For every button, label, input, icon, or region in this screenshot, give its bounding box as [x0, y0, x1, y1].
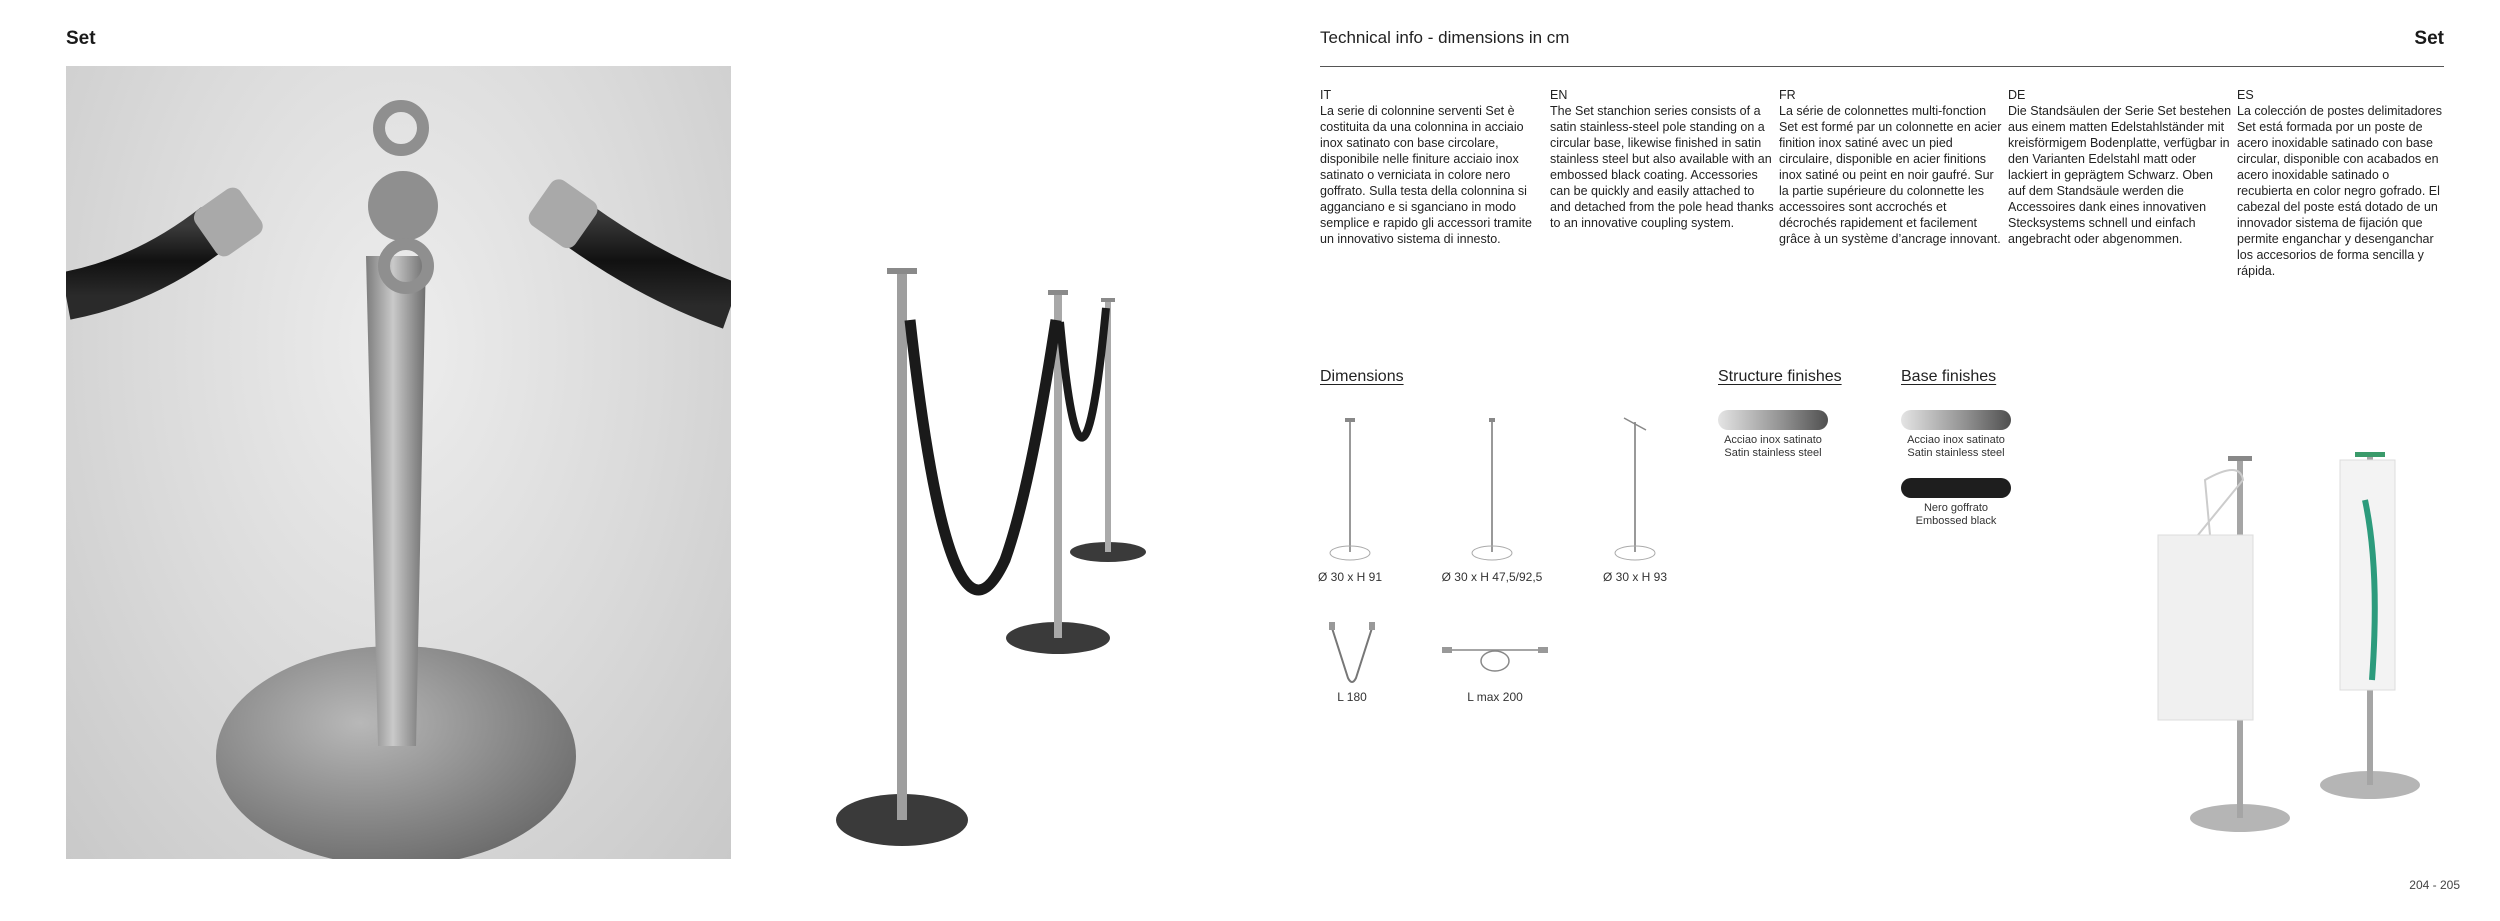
- dimension-label: L max 200: [1467, 690, 1523, 704]
- rope-drawing: [1322, 620, 1382, 690]
- language-code: DE: [2008, 88, 2026, 102]
- header-divider: [1320, 66, 2444, 67]
- description-fr: [1779, 87, 2004, 247]
- description-de: [2008, 87, 2233, 247]
- embossed-black-swatch: [1901, 478, 2011, 498]
- satin-steel-swatch: [1718, 410, 1828, 430]
- description-en: [1550, 87, 1775, 231]
- finish-label: Nero goffrato Embossed black: [1915, 502, 1997, 527]
- structure-finishes-heading: Structure finishes: [1718, 368, 1842, 385]
- language-text: Die Standsäulen der Serie Set bestehen aus einem matten Edelstahlständer mit kreisförmigem Bodenplatte, verfügbar in den Varianten Edelstahl matt oder lackiert in geprägtem Schwarz. Oben auf dem Standsäule werden die Accessoires dank eines innovativen Stecksystems schnell und einfach angebracht oder abgenommen.: [2008, 104, 2232, 246]
- stanchion-accessories-illustration: [2140, 440, 2440, 845]
- stanchion-adjustable-drawing: [1462, 410, 1522, 570]
- stanchion-91-drawing: [1320, 410, 1380, 570]
- finish-label: Acciao inox satinato Satin stainless steel: [1724, 434, 1822, 459]
- stanchion-hook-drawing: [1600, 410, 1670, 570]
- dimensions-heading: Dimensions: [1320, 368, 1404, 385]
- left-page-title: Set: [66, 28, 96, 49]
- page-number: 204 - 205: [2409, 878, 2460, 892]
- dimension-label: Ø 30 x H 93: [1602, 570, 1668, 584]
- language-code: ES: [2237, 88, 2254, 102]
- language-text: The Set stanchion series consists of a satin stainless-steel pole standing on a circular base, likewise finished in satin stainless steel but also available with an embossed black coating. Accessories can be quickly and easily attached to and detached from the pole head thanks to an innovative coupling system.: [1550, 104, 1774, 230]
- stanchion-rope-barrier-illustration: [820, 260, 1200, 885]
- language-text: La serie di colonnine serventi Set è costituita da una colonnina in acciaio inox satinato con base circolare, disponibile nelle finiture acciaio inox satinato o verniciata in colore nero goffrato. Sulla testa della colonnina si agganciano e si sganciano in modo semplice e rapido gli accessori tramite un innovativo sistema di innesto.: [1320, 104, 1532, 246]
- description-it: [1320, 87, 1545, 247]
- finish-label: Acciao inox satinato Satin stainless steel: [1907, 434, 2005, 459]
- technical-info-header: Technical info - dimensions in cm: [1320, 28, 1570, 47]
- base-finishes-heading: Base finishes: [1901, 368, 1997, 385]
- satin-steel-swatch: [1901, 410, 2011, 430]
- description-es: [2237, 87, 2447, 279]
- dimension-label: L 180: [1337, 690, 1367, 704]
- stanchion-closeup-photo: [66, 66, 731, 859]
- right-page-title: Set: [2414, 28, 2444, 49]
- language-code: EN: [1550, 88, 1568, 102]
- language-code: IT: [1320, 88, 1332, 102]
- dimension-label: Ø 30 x H 91: [1317, 570, 1383, 584]
- language-code: FR: [1779, 88, 1796, 102]
- retractable-belt-drawing: [1440, 635, 1550, 675]
- dimension-label: Ø 30 x H 47,5/92,5: [1441, 570, 1543, 584]
- language-text: La série de colonnettes multi-fonction Set est formé par un colonnette en acier finition inox satiné avec un pied circulaire, disponible en acier finitions inox satiné ou peint en noir gaufré. Sur la partie supérieure du colonnette les accessoires sont accrochés et décrochés rapidement et facilement grâce à un système d’ancrage innovant.: [1779, 104, 2002, 246]
- language-text: La colección de postes delimitadores Set está formada por un poste de acero inoxidable satinado con base circular, disponible con acabados en acero inoxidable satinado o recubierta en color negro gofrado. El cabezal del poste está dotado de un innovador sistema de fijación que permite enganchar y desenganchar los accesorios de forma sencilla y rápida.: [2237, 104, 2442, 278]
